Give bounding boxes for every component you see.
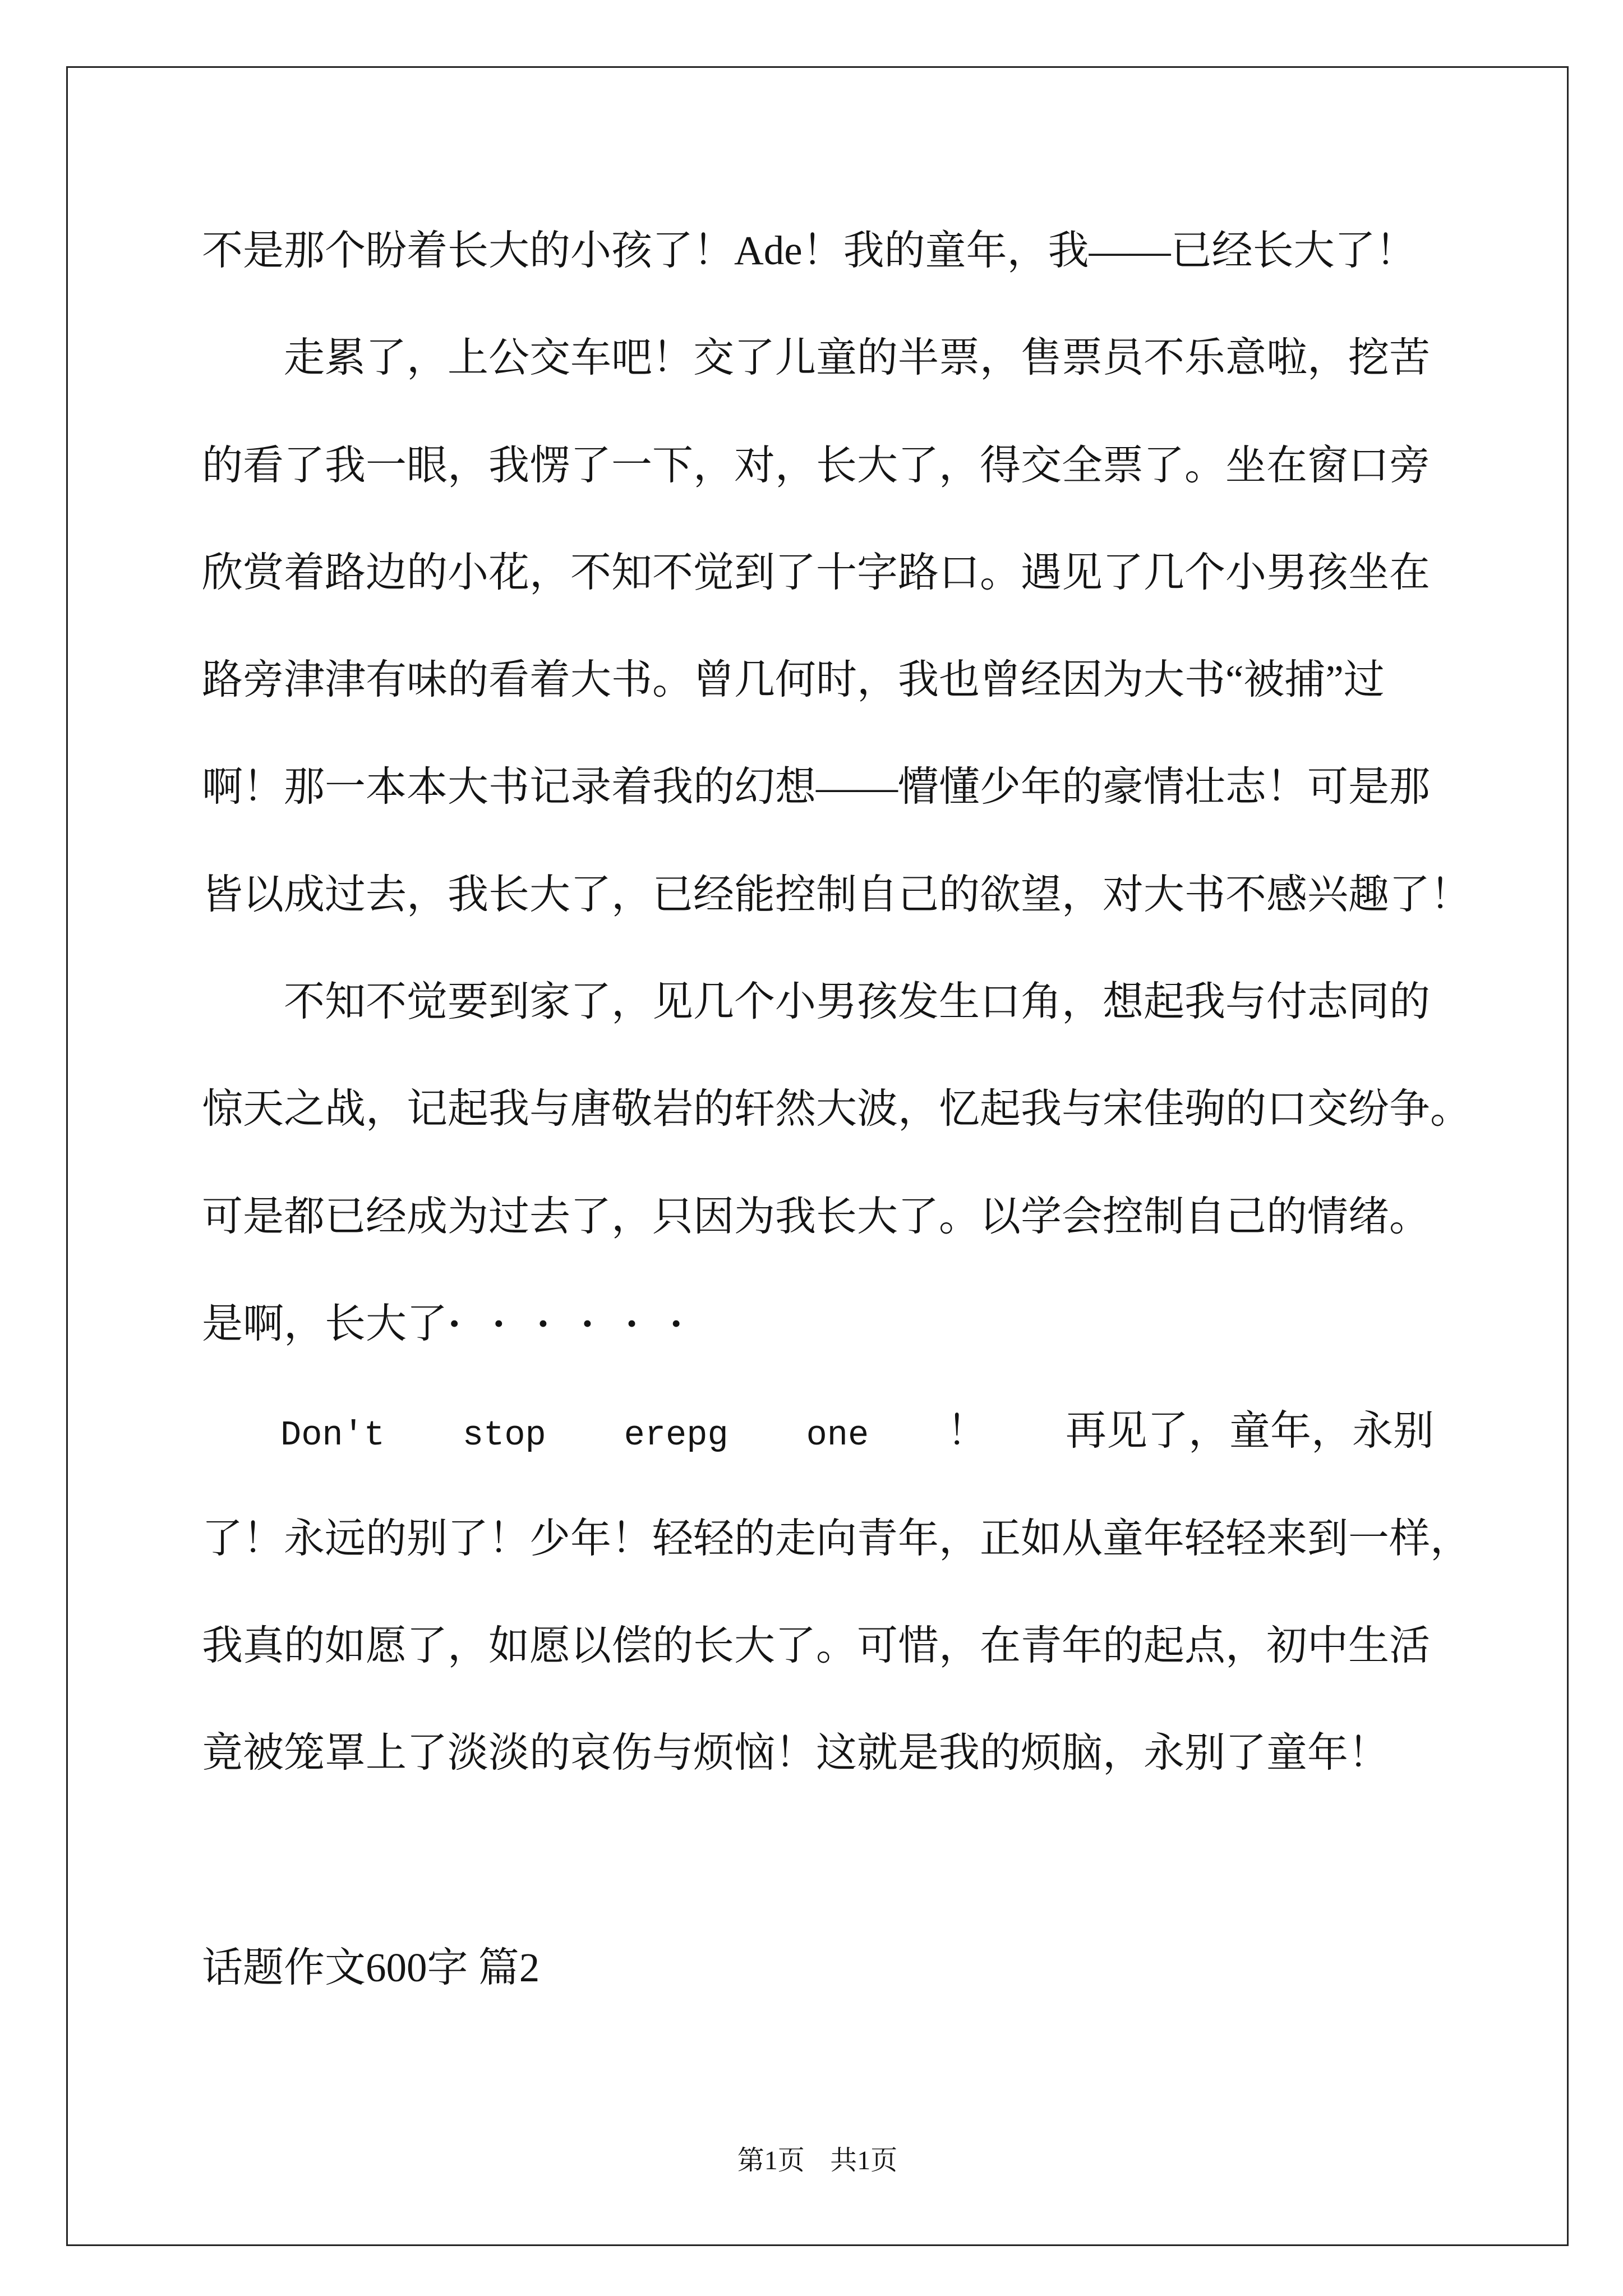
text-line: 竟被笼罩上了淡淡的哀伤与烦恼！这就是我的烦脑，永别了童年！ — [202, 1730, 1389, 1776]
word: stop — [462, 1415, 546, 1456]
paragraph — [202, 197, 1434, 304]
section-heading: 话题作文600字 篇2 — [202, 1944, 540, 1990]
document-body — [202, 197, 1471, 2021]
word: Don't — [280, 1415, 385, 1456]
word: one — [806, 1415, 869, 1456]
paragraph — [202, 304, 1471, 948]
text-line: 欣赏着路边的小花，不知不觉到了十字路口。遇见了几个小男孩坐在 — [202, 549, 1430, 595]
text-line: 不是那个盼着长大的小孩了！Ade！我的童年，我——已经长大了！ — [202, 228, 1417, 273]
text-line: 路旁津津有味的看着大书。曾几何时，我也曾经因为大书“被捕”过 — [202, 657, 1385, 703]
blank-line — [202, 1806, 1434, 1913]
word: erepg — [624, 1415, 728, 1456]
exclamation-mark: ！ — [947, 1408, 988, 1454]
paragraph — [202, 948, 1471, 1377]
text-line: 了！永远的别了！少年！轻轻的走向青年，正如从童年轻轻来到一样， — [202, 1515, 1471, 1561]
text-line: 的看了我一眼，我愣了一下，对，长大了，得交全票了。坐在窗口旁 — [202, 442, 1430, 488]
text-line: 啊！那一本本大书记录着我的幻想——懵懂少年的豪情壮志！可是那 — [202, 764, 1430, 810]
text-line: 惊天之战，记起我与唐敬岩的轩然大波，忆起我与宋佳驹的口交纷争。 — [202, 1086, 1471, 1132]
text-line: 不知不觉要到家了，见几个小男孩发生口角，想起我与付志同的 — [284, 979, 1430, 1025]
text-line: 可是都已经成为过去了，只因为我长大了。以学会控制自己的情绪。 — [202, 1193, 1430, 1239]
page-footer: 第1页 共1页 — [737, 2146, 898, 2175]
text-line: 走累了，上公交车吧！交了儿童的半票，售票员不乐意啦，挖苦 — [284, 335, 1430, 381]
text-line: 皆以成过去，我长大了，已经能控制自己的欲望，对大书不感兴趣了！ — [202, 871, 1471, 917]
text-line: 我真的如愿了，如愿以偿的长大了。可惜，在青年的起点，初中生活 — [202, 1622, 1430, 1668]
paragraph — [202, 1377, 1471, 1806]
word-group: 再见了，童年，永别 — [1065, 1408, 1434, 1454]
text-line-mixed — [202, 1377, 1434, 1484]
text-line — [202, 1270, 1434, 1377]
ellipsis-dots: ······ — [448, 1300, 714, 1346]
closing-line-text: 是啊，长大了 — [202, 1300, 448, 1346]
